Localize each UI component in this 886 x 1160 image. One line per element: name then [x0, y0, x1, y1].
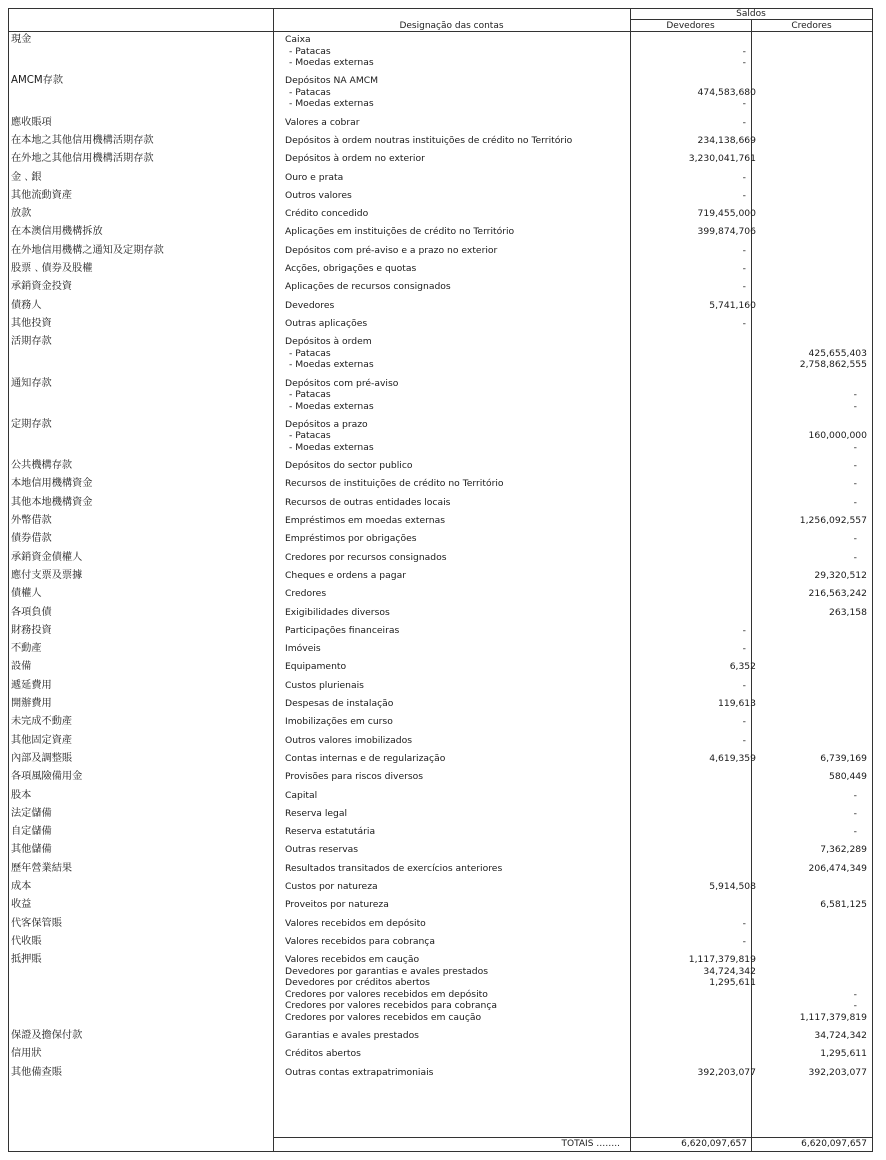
account-name-pt: Devedores por créditos abertos: [285, 977, 430, 989]
credit-balance: 216,563,242: [808, 588, 867, 600]
credit-balance: -: [853, 400, 857, 412]
account-name-zh: 設備: [11, 661, 32, 673]
account-name-zh: AMCM存款: [11, 75, 64, 87]
debit-balance: -: [742, 45, 746, 57]
debit-balance: -: [742, 98, 746, 110]
debit-balance: -: [742, 734, 746, 746]
debit-balance: 6,352: [729, 661, 756, 673]
totals-label: TOTAIS ……..: [561, 1139, 620, 1149]
account-name-pt: Outros valores: [285, 189, 352, 201]
account-name-pt: Credores por recursos consignados: [285, 551, 447, 563]
credit-balance: 6,739,169: [820, 752, 867, 764]
debit-balance: -: [742, 679, 746, 691]
debit-balance: -: [742, 935, 746, 947]
debit-balance: -: [742, 643, 746, 655]
credit-balance: 6,581,125: [820, 899, 867, 911]
header-designation: Designação das contas: [399, 21, 504, 31]
account-name-zh: 金﹑銀: [11, 171, 42, 183]
account-name-pt: Provisões para riscos diversos: [285, 771, 424, 783]
account-name-pt: Reserva legal: [285, 807, 348, 819]
credit-balance: -: [853, 988, 857, 1000]
account-name-pt: - Moedas externas: [289, 57, 374, 68]
debit-balance: -: [742, 317, 746, 329]
account-name-pt: Cheques e ordens a pagar: [285, 569, 406, 581]
account-name-zh: 財務投資: [11, 624, 52, 636]
account-name-zh: 在本地之其他信用機構活期存款: [11, 134, 154, 146]
debit-balance: -: [742, 171, 746, 183]
debit-balance: -: [742, 917, 746, 929]
account-name-pt: Recursos de instituições de crédito no Território: [285, 478, 504, 490]
account-name-pt: Credores por valores recebidos em depósito: [285, 988, 488, 1000]
account-name-zh: 法定儲備: [11, 807, 52, 819]
account-name-pt: Devedores: [285, 299, 335, 311]
account-name-zh: 公共機構存款: [11, 460, 73, 472]
credit-balance: -: [853, 496, 857, 508]
account-name-pt: Proveitos por natureza: [285, 899, 389, 911]
credit-balance: -: [853, 789, 857, 801]
account-name-pt: Resultados transitados de exercícios anteriores: [285, 862, 503, 874]
debit-balance: 392,203,077: [697, 1066, 756, 1078]
account-name-pt: Depósitos à ordem: [285, 336, 372, 348]
account-name-zh: 抵押賬: [11, 954, 42, 966]
saldos-underline: [630, 19, 872, 20]
account-name-pt: Credores por valores recebidos para cobrança: [285, 1000, 498, 1012]
account-name-zh: 各項負債: [11, 606, 52, 618]
debit-balance: 5,741,160: [709, 299, 756, 311]
account-name-pt: Empréstimos por obrigações: [285, 533, 417, 545]
account-name-pt: Acções, obrigações e quotas: [285, 263, 417, 274]
account-name-pt: Recursos de outras entidades locais: [285, 496, 451, 508]
account-name-zh: 通知存款: [11, 377, 52, 389]
account-name-zh: 股票﹑債券及股權: [11, 263, 93, 274]
debit-balance: -: [742, 116, 746, 128]
account-name-zh: 其他固定資產: [11, 734, 73, 746]
account-name-zh: 承銷資金債權人: [11, 551, 83, 563]
credit-balance: 2,758,862,555: [799, 359, 867, 371]
account-name-pt: Outras aplicações: [285, 317, 368, 329]
account-name-pt: Custos plurienais: [285, 679, 364, 691]
account-name-pt: Depósitos a prazo: [285, 418, 368, 430]
debit-balance: -: [742, 716, 746, 728]
account-name-zh: 應付支票及票據: [11, 569, 83, 581]
account-name-zh: 其他本地機構資金: [11, 496, 93, 508]
account-name-zh: 外幣借款: [11, 515, 52, 526]
account-name-pt: Custos por natureza: [285, 881, 378, 892]
account-name-pt: Depósitos do sector publico: [285, 460, 413, 472]
credit-balance: -: [853, 826, 857, 838]
account-name-pt: Depósitos com pré-aviso: [285, 377, 399, 389]
account-name-zh: 內部及調整賬: [11, 752, 73, 764]
account-name-pt: - Patacas: [289, 389, 331, 400]
totals-credit: 6,620,097,657: [801, 1139, 867, 1149]
debit-balance: 719,455,000: [697, 208, 756, 220]
account-name-zh: 承銷資金投資: [11, 281, 73, 293]
header-credit: Credores: [791, 21, 832, 31]
account-name-zh: 其他備查賬: [11, 1066, 62, 1078]
account-name-zh: 在外地信用機構之通知及定期存款: [11, 244, 164, 256]
header-bottom-line: [8, 31, 872, 32]
account-name-zh: 信用狀: [11, 1048, 42, 1060]
account-name-pt: Devedores por garantias e avales prestados: [285, 965, 489, 977]
credit-balance: 34,724,342: [814, 1030, 867, 1041]
account-name-zh: 放款: [11, 208, 32, 220]
balance-sheet-table: [8, 8, 872, 1152]
debit-balance: -: [742, 281, 746, 293]
credit-balance: 29,320,512: [814, 569, 867, 581]
table-border-right: [872, 8, 873, 1152]
account-name-zh: 代收賬: [11, 935, 42, 947]
account-name-pt: Aplicações de recursos consignados: [285, 281, 451, 293]
account-name-zh: 歷年營業結果: [11, 862, 73, 874]
account-name-zh: 定期存款: [11, 418, 52, 430]
debit-balance: -: [742, 624, 746, 636]
account-name-pt: - Patacas: [289, 86, 331, 98]
debit-balance: 4,619,359: [709, 752, 756, 764]
debit-balance: 119,613: [718, 698, 756, 709]
credit-balance: 580,449: [829, 771, 867, 783]
account-name-pt: Valores recebidos em caução: [285, 954, 420, 966]
debit-balance: 1,295,611: [709, 977, 756, 989]
credit-balance: -: [853, 389, 857, 400]
account-name-pt: Participações financeiras: [285, 624, 400, 636]
account-name-pt: - Moedas externas: [289, 359, 374, 371]
debit-balance: -: [742, 57, 746, 68]
credit-balance: -: [853, 460, 857, 472]
credit-balance: 263,158: [829, 606, 867, 618]
account-name-zh: 活期存款: [11, 336, 52, 348]
account-name-pt: Empréstimos em moedas externas: [285, 515, 445, 526]
credit-balance: -: [853, 478, 857, 490]
account-name-pt: Valores a cobrar: [285, 116, 360, 128]
account-name-pt: - Patacas: [289, 430, 331, 442]
account-name-zh: 開辦費用: [11, 698, 52, 709]
account-name-zh: 債券借款: [11, 533, 52, 545]
account-name-zh: 收益: [11, 899, 32, 911]
credit-balance: -: [853, 441, 857, 453]
account-name-pt: Outros valores imobilizados: [285, 734, 413, 746]
account-name-pt: Créditos abertos: [285, 1048, 361, 1060]
account-name-pt: Equipamento: [285, 661, 347, 673]
account-name-pt: Caixa: [285, 34, 311, 45]
account-name-zh: 其他儲備: [11, 844, 52, 856]
totals-top-line: [273, 1137, 872, 1138]
table-border-bottom: [8, 1151, 872, 1152]
totals-debit: 6,620,097,657: [681, 1139, 747, 1149]
account-name-pt: - Patacas: [289, 45, 331, 57]
account-name-zh: 保證及擔保付款: [11, 1030, 83, 1041]
account-name-zh: 代客保管賬: [11, 917, 62, 929]
account-name-zh: 本地信用機構資金: [11, 478, 93, 490]
table-border-left: [8, 8, 9, 1152]
account-name-pt: Reserva estatutária: [285, 826, 376, 838]
account-name-pt: Depósitos com pré-aviso e a prazo no exterior: [285, 244, 498, 256]
debit-balance: 399,874,706: [697, 226, 756, 238]
account-name-zh: 不動產: [11, 643, 42, 655]
debit-balance: 1,117,379,819: [688, 954, 756, 966]
account-name-zh: 其他流動資產: [11, 189, 73, 201]
account-name-pt: Imobilizações em curso: [285, 716, 393, 728]
account-name-pt: - Moedas externas: [289, 98, 374, 110]
credit-balance: 392,203,077: [808, 1066, 867, 1078]
credit-balance: 1,256,092,557: [799, 515, 867, 526]
account-name-pt: Crédito concedido: [285, 208, 369, 220]
credit-balance: -: [853, 533, 857, 545]
column-divider-debit: [630, 8, 631, 1152]
debit-balance: -: [742, 244, 746, 256]
credit-balance: -: [853, 807, 857, 819]
credit-balance: 425,655,403: [808, 347, 867, 359]
account-name-pt: Imóveis: [285, 643, 321, 655]
account-name-pt: - Moedas externas: [289, 441, 374, 453]
account-name-pt: Aplicações em instituições de crédito no Território: [285, 226, 515, 238]
debit-balance: -: [742, 189, 746, 201]
debit-balance: 234,138,669: [697, 134, 756, 146]
account-name-pt: Contas internas e de regularização: [285, 752, 446, 764]
account-name-zh: 遞延費用: [11, 679, 52, 691]
credit-balance: 7,362,289: [820, 844, 867, 856]
account-name-zh: 在外地之其他信用機構活期存款: [11, 153, 154, 165]
account-name-zh: 在本澳信用機構拆放: [11, 226, 103, 238]
account-name-zh: 債務人: [11, 299, 42, 311]
credit-balance: 1,117,379,819: [799, 1011, 867, 1023]
debit-balance: 5,914,508: [709, 881, 756, 892]
account-name-zh: 未完成不動產: [11, 716, 73, 728]
account-name-pt: Capital: [285, 789, 318, 801]
account-name-pt: Depósitos à ordem no exterior: [285, 153, 425, 165]
account-name-pt: Garantias e avales prestados: [285, 1030, 419, 1041]
account-name-pt: Ouro e prata: [285, 171, 344, 183]
account-name-zh: 債權人: [11, 588, 42, 600]
account-name-zh: 各項風險備用金: [11, 771, 83, 783]
account-name-zh: 其他投資: [11, 317, 52, 329]
header-saldos: Saldos: [736, 9, 766, 19]
debit-balance: 34,724,342: [703, 965, 756, 977]
debit-balance: 474,583,680: [697, 86, 756, 98]
debit-balance: 3,230,041,761: [688, 153, 756, 165]
account-name-pt: - Patacas: [289, 347, 331, 359]
credit-balance: 1,295,611: [820, 1048, 867, 1060]
account-name-pt: Valores recebidos para cobrança: [285, 935, 435, 947]
account-name-pt: Depósitos à ordem noutras instituições de crédito no Território: [285, 134, 573, 146]
account-name-pt: Outras reservas: [285, 844, 359, 856]
debit-balance: -: [742, 263, 746, 274]
credit-balance: 160,000,000: [808, 430, 867, 442]
account-name-pt: Despesas de instalação: [285, 698, 394, 709]
account-name-zh: 應收賬項: [11, 116, 52, 128]
account-name-pt: Credores por valores recebidos em caução: [285, 1011, 482, 1023]
credit-balance: 206,474,349: [808, 862, 867, 874]
account-name-pt: Valores recebidos em depósito: [285, 917, 426, 929]
account-name-pt: Exigibilidades diversos: [285, 606, 390, 618]
header-debit: Devedores: [666, 21, 715, 31]
account-name-pt: - Moedas externas: [289, 400, 374, 412]
account-name-zh: 自定儲備: [11, 826, 52, 838]
account-name-zh: 成本: [11, 881, 32, 892]
column-divider-designation: [273, 8, 274, 1152]
account-name-zh: 現金: [11, 34, 32, 45]
account-name-zh: 股本: [11, 789, 32, 801]
credit-balance: -: [853, 551, 857, 563]
account-name-pt: Depósitos NA AMCM: [285, 75, 379, 87]
account-name-pt: Credores: [285, 588, 327, 600]
account-name-pt: Outras contas extrapatrimoniais: [285, 1066, 434, 1078]
credit-balance: -: [853, 1000, 857, 1012]
